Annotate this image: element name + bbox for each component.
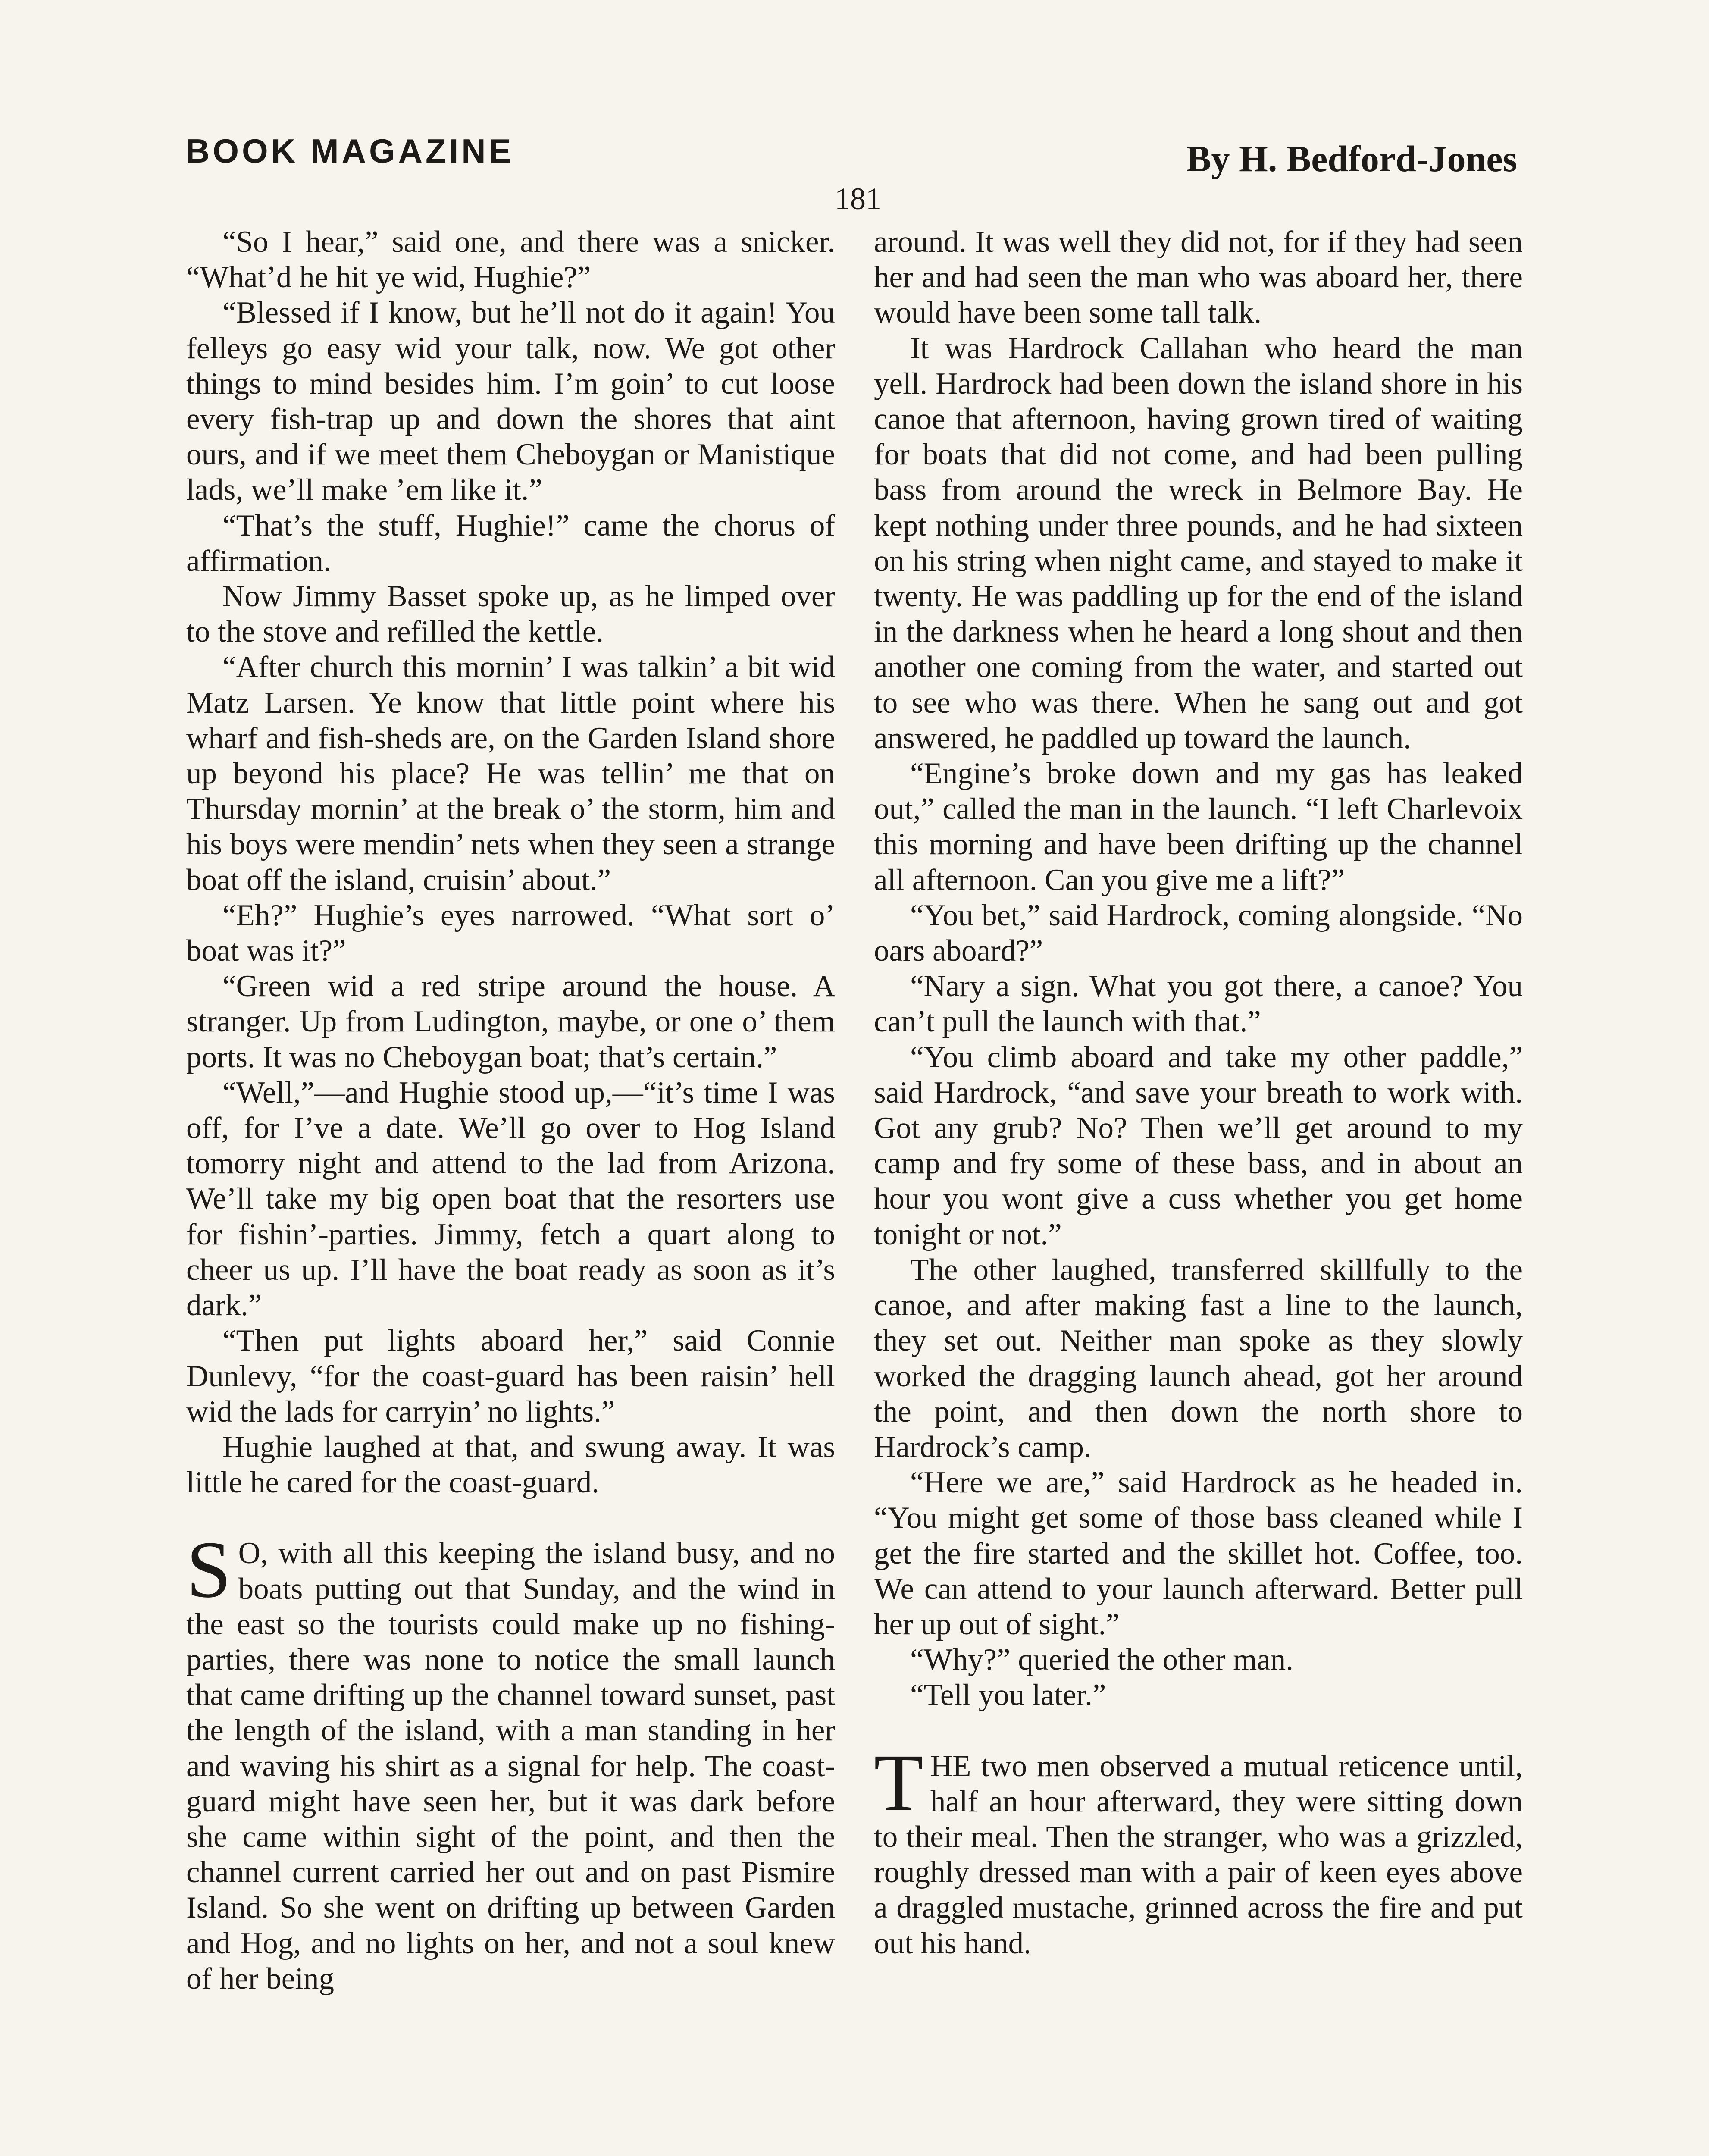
paragraph: “Blessed if I know, but he’ll not do it again! You felleys go easy wid your talk, now. We got other things to mind besides him. I’m goin’ to cut loose every fish-trap up and down the shores that aint ours, and if we meet them Cheboygan or Manistique lads, we’ll make ’em like it.” (186, 296, 835, 507)
section-opening-paragraph (186, 1524, 835, 1996)
paragraph: “Then put lights aboard her,” said Connie Dunlevy, “for the coast-guard has been raisin’ hell wid the lads for carryin’ no lights.” (186, 1324, 835, 1429)
paragraph: Hughie laughed at that, and swung away. It was little he cared for the coast-guard. (186, 1430, 835, 1500)
section-opening-paragraph (874, 1737, 1523, 1961)
paragraph: “That’s the stuff, Hughie!” came the chorus of affirmation. (186, 508, 835, 578)
paragraph: “Why?” queried the other man. (910, 1643, 1294, 1677)
drop-cap: T (874, 1737, 923, 1827)
section-text: HE two men observed a mutual reticence until, half an hour afterward, they were sitting down to their meal. Then the stranger, who was a grizzled, roughly dressed man with a pair of keen eyes above a draggled mustache, grinned across the fire and put out his hand. (874, 1749, 1523, 1960)
paragraph: “After church this mornin’ I was talkin’ a bit wid Matz Larsen. Ye know that little point where his wharf and fish-sheds are, on the Garden Island shore up beyond his place? He was tellin’ me that on Thursday mornin’ at the break o’ the storm, him and his boys were mendin’ nets when they seen a strange boat off the island, cruisin’ about.” (186, 650, 835, 897)
paragraph: It was Hardrock Callahan who heard the man yell. Hardrock had been down the island shore in his canoe that afternoon, having grown tired of waiting for boats that did not come, and had been pulling bass from around the wreck in Belmore Bay. He kept nothing under three pounds, and he had sixteen on his string when night came, and stayed to make it twenty. He was paddling up for the end of the island in the darkness when he heard a long shout and then another one coming from the water, and started out to see who was there. When he sang out and got answered, he paddled up toward the launch. (874, 331, 1523, 755)
paragraph-continued: around. It was well they did not, for if they had seen her and had seen the man who was aboard her, there would have been some tall talk. (874, 225, 1523, 330)
paragraph: “Engine’s broke down and my gas has leaked out,” called the man in the launch. “I left Charlevoix this morning and have been drifting up the channel all afternoon. Can you give me a lift?” (874, 757, 1523, 897)
paragraph: “Well,”—and Hughie stood up,—“it’s time I was off, for I’ve a date. We’ll go over to Hog Island tomorry night and attend to the lad from Arizona. We’ll take my big open boat that the resorters use for fishin’-parties. Jimmy, fetch a quart along to cheer us up. I’ll have the boat ready as soon as it’s dark.” (186, 1075, 835, 1322)
running-head-magazine: BOOK MAGAZINE (185, 132, 514, 170)
paragraph: The other laughed, transferred skillfully to the canoe, and after making fast a line to the launch, they set out. Neither man spoke as they slowly worked the dragging launch ahead, got her around the point, and then down the north shore to Hardrock’s camp. (874, 1253, 1523, 1464)
paragraph: “Eh?” Hughie’s eyes narrowed. “What sort o’ boat was it?” (186, 898, 835, 968)
running-head-author: By H. Bedford-Jones (1186, 138, 1517, 179)
drop-cap: S (186, 1524, 232, 1615)
paragraph: “Green wid a red stripe around the house. A stranger. Up from Ludington, maybe, or one o’ them ports. It was no Cheboygan boat; that’s certain.” (186, 969, 835, 1074)
left-text-column (186, 224, 835, 1996)
paragraph: “You bet,” said Hardrock, coming alongside. “No oars aboard?” (874, 898, 1523, 968)
page-number: 181 (835, 182, 881, 216)
paragraph: “Tell you later.” (910, 1678, 1106, 1712)
paragraph: “Nary a sign. What you got there, a canoe? You can’t pull the launch with that.” (874, 969, 1523, 1039)
paragraph: “So I hear,” said one, and there was a snicker. “What’d he hit ye wid, Hughie?” (186, 225, 835, 295)
right-text-column (874, 224, 1523, 1961)
paragraph: Now Jimmy Basset spoke up, as he limped over to the stove and refilled the kettle. (186, 580, 835, 649)
paragraph: “Here we are,” said Hardrock as he headed in. “You might get some of those bass cleaned while I get the fire started and the skillet hot. Coffee, too. We can attend to your launch afterward. Better pull her up out of sight.” (874, 1466, 1523, 1641)
paragraph: “You climb aboard and take my other paddle,” said Hardrock, “and save your breath to work with. Got any grub? No? Then we’ll get around to my camp and fry some of these bass, and in about an hour you wont give a cuss whether you get home tonight or not.” (874, 1040, 1523, 1251)
section-text: O, with all this keeping the island busy, and no boats putting out that Sunday, and the wind in the east so the tourists could make up no fishing-parties, there was none to notice the small launch that came drifting up the channel toward sunset, past the length of the island, with a man standing in her and waving his shirt as a signal for help. The coast-guard might have seen her, but it was dark before she came within sight of the point, and then the channel current carried her out and on past Pismire Island. So she went on drifting up between Garden and Hog, and no lights on her, and not a soul knew of her being (186, 1536, 835, 1996)
